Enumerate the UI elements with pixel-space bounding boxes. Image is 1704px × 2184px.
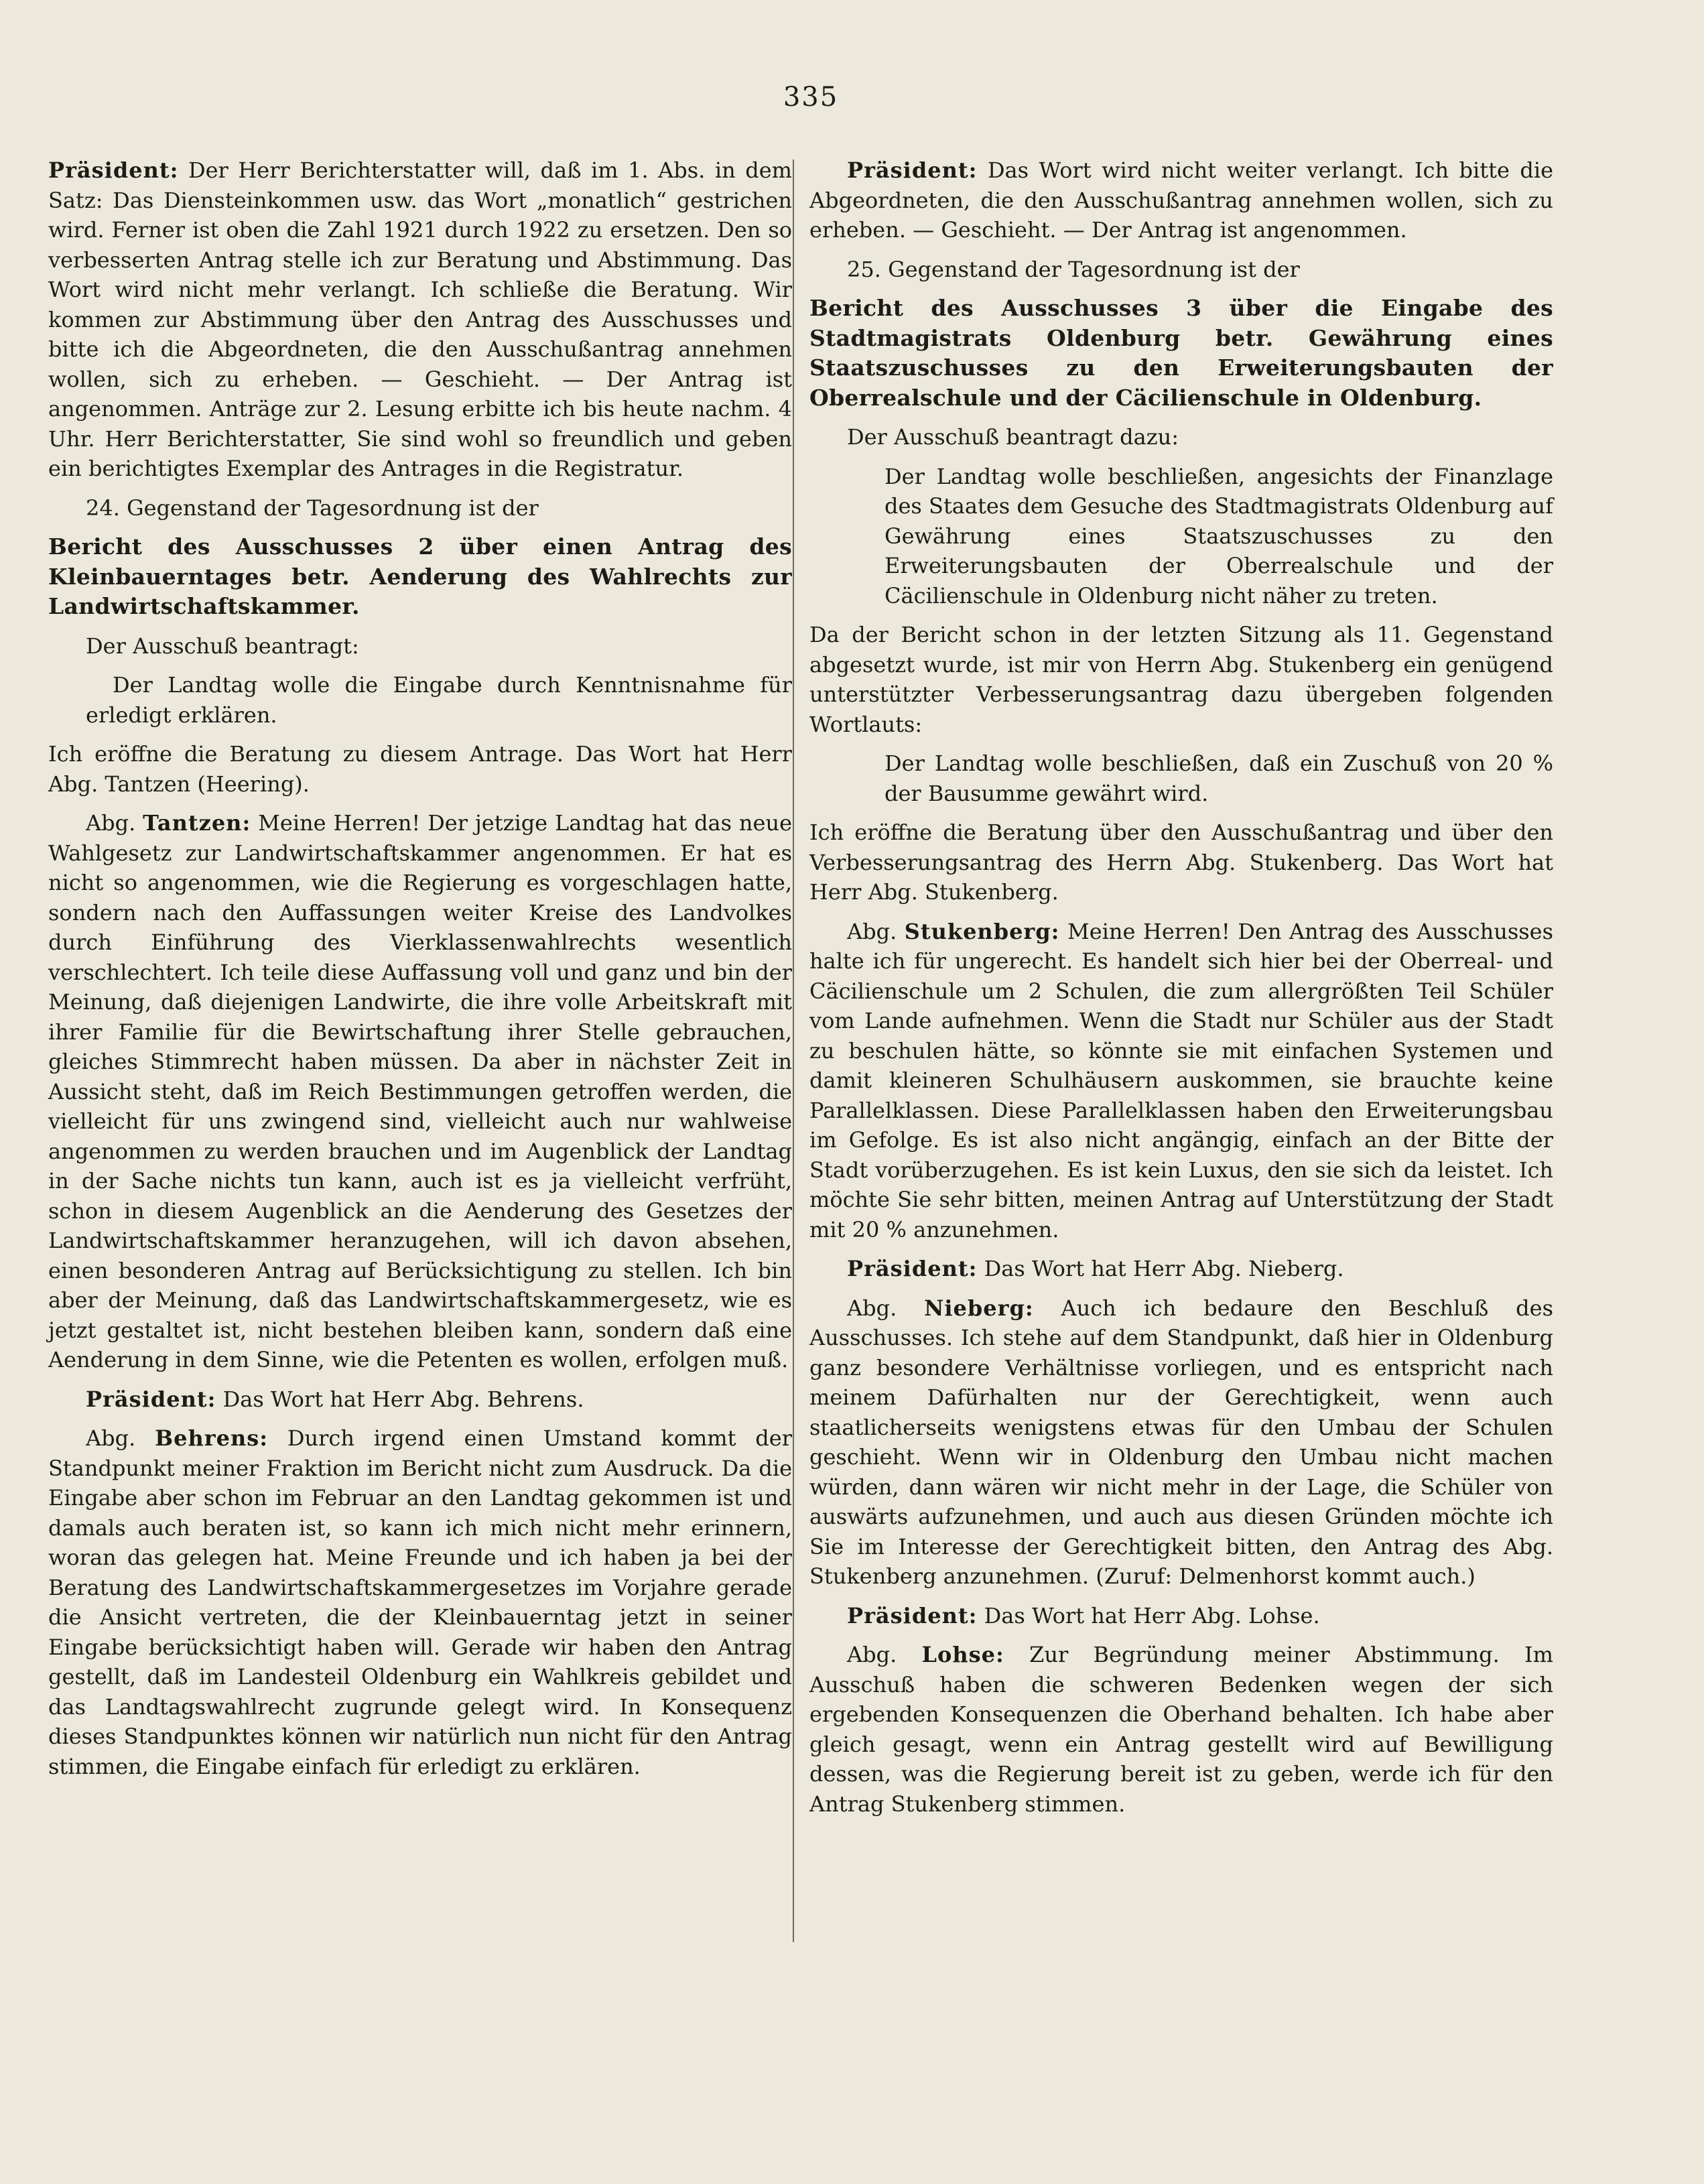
speaker-name: Präsident: — [847, 1602, 978, 1628]
paragraph — [809, 917, 1553, 1245]
paragraph-text: Das Wort hat Herr Abg. Lohse. — [984, 1602, 1320, 1628]
speaker-name: Präsident: — [86, 1386, 216, 1412]
speaker-name: Stukenberg: — [904, 918, 1060, 944]
paragraph: Der Ausschuß beantragt dazu: — [847, 424, 1179, 450]
paragraph — [48, 808, 792, 1375]
right-column — [809, 155, 1553, 1828]
speaker-name: Nieberg: — [924, 1295, 1034, 1321]
paragraph: Ich eröffne die Beratung über den Ausschußantrag und über den Verbesserungsantrag des Herrn Abg. Stukenberg. Das Wort hat Herr Abg. Stukenberg. — [809, 820, 1553, 905]
left-column — [48, 155, 792, 1791]
paragraph-text: Auch ich bedaure den Beschluß des Ausschusses. Ich stehe auf dem Standpunkt, daß hier in Oldenburg ganz besondere Verhältnisse vorliegen, und es entspricht nach meinem Dafürhalten nur der Gerechtigkeit, wenn auch staatlicherseits wenigstens etwas für den Umbau der Schulen geschieht. Wenn wir in Oldenburg den Umbau nicht machen würden, dann wären wir nicht mehr in der Lage, die Schüler von auswärts aufzunehmen, und auch aus diesen Gründen möchte ich Sie im Interesse der Gerechtigkeit bitten, den Antrag des Abg. Stukenberg anzunehmen. (Zuruf: Delmenhorst kommt auch.) — [809, 1295, 1554, 1589]
page-number: 335 — [783, 82, 839, 113]
speaker-name: Tantzen: — [143, 810, 251, 836]
paragraph-text: Der Herr Berichterstatter will, daß im 1. Abs. in dem Satz: Das Diensteinkommen usw. das Wort „monatlich“ gestrichen wird. Ferner ist oben die Zahl 1921 durch 1922 zu ersetzen. Den so verbesserten Antrag stelle ich zur Beratung und Abstimmung. Das Wort wird nicht mehr verlangt. Ich schließe die Beratung. Wir kommen zur Abstimmung über den Antrag des Ausschusses und bitte ich die Abgeordneten, die den Ausschußantrag annehmen wollen, sich zu erheben. — Geschieht. — Der Antrag ist angenommen. Anträge zur 2. Lesung erbitte ich bis heute nachm. 4 Uhr. Herr Berichterstatter, Sie sind wohl so freundlich und geben ein berichtigtes Exemplar des Antrages in die Registratur. — [48, 157, 793, 481]
paragraph: Der Ausschuß beantragt: — [86, 633, 359, 659]
speaker-prefix: Abg. — [847, 1642, 897, 1667]
speaker-prefix: Abg. — [847, 1295, 897, 1321]
column-divider — [793, 159, 794, 1942]
paragraph-text: Das Wort hat Herr Abg. Behrens. — [222, 1386, 584, 1412]
paragraph — [48, 1385, 792, 1415]
paragraph — [809, 1254, 1553, 1284]
paragraph-text: Das Wort wird nicht weiter verlangt. Ich bitte die Abgeordneten, die den Ausschußantrag annehmen wollen, sich zu erheben. — Geschieht. — Der Antrag ist angenommen. — [809, 157, 1554, 243]
paragraph — [48, 155, 792, 484]
motion-text: Der Landtag wolle beschließen, daß ein Zuschuß von 20 % der Bausumme gewährt wird. — [884, 751, 1553, 806]
paragraph: 25. Gegenstand der Tagesordnung ist der — [847, 256, 1300, 282]
paragraph — [809, 1601, 1553, 1631]
speaker-name: Präsident: — [847, 157, 978, 183]
paragraph-text: Zur Begründung meiner Abstimmung. Im Ausschuß haben die schweren Bedenken wegen der sich ergebenden Konsequenzen die Oberhand behalten. Ich habe aber gleich gesagt, wenn ein Antrag gestellt wird auf Bewilligung dessen, was die Regierung bereit ist zu geben, werde ich für den Antrag Stukenberg stimmen. — [809, 1642, 1554, 1817]
speaker-prefix: Abg. — [86, 1425, 136, 1451]
paragraph — [48, 1423, 792, 1781]
speaker-name: Behrens: — [155, 1425, 269, 1451]
speaker-prefix: Abg. — [847, 918, 897, 944]
agenda-heading: Bericht des Ausschusses 2 über einen Antrag des Kleinbauerntages betr. Aenderung des Wahlrechts zur Landwirtschaftskammer. — [48, 533, 792, 619]
agenda-heading: Bericht des Ausschusses 3 über die Eingabe des Stadtmagistrats Oldenburg betr. Gewährung eines Staatszuschusses zu den Erweiterungsbauten der Oberrealschule und der Cäcilienschule in Oldenburg. — [809, 295, 1553, 411]
paragraph: Ich eröffne die Beratung zu diesem Antrage. Das Wort hat Herr Abg. Tantzen (Heering). — [48, 741, 792, 797]
speaker-prefix: Abg. — [86, 810, 136, 836]
paragraph — [809, 155, 1553, 245]
paragraph-text: Meine Herren! Den Antrag des Ausschusses halte ich für ungerecht. Es handelt sich hier bei der Oberreal- und Cäcilienschule um 2 Schulen, die zum allergrößten Teil Schüler vom Lande aufnehmen. Wenn die Stadt nur Schüler aus der Stadt zu beschulen hätte, so könnte sie mit einfachen Systemen und damit kleineren Schulhäusern auskommen, sie brauchte keine Parallelklassen. Diese Parallelklassen haben den Erweiterungsbau im Gefolge. Es ist also nicht angängig, einfach an der Bitte der Stadt vorüberzugehen. Es ist kein Luxus, den sie sich da leistet. Ich möchte Sie sehr bitten, meinen Antrag auf Unterstützung der Stadt mit 20 % anzunehmen. — [809, 918, 1554, 1242]
paragraph-text: Das Wort hat Herr Abg. Nieberg. — [984, 1256, 1344, 1281]
motion-text: Der Landtag wolle beschließen, angesichts der Finanzlage des Staates dem Gesuche des Stadtmagistrats Oldenburg auf Gewährung eines Staatszuschusses zu den Erweiterungsbauten der Oberrealschule und der Cäcilienschule in Oldenburg nicht näher zu treten. — [884, 463, 1553, 608]
paragraph-text: Durch irgend einen Umstand kommt der Standpunkt meiner Fraktion im Bericht nicht zum Ausdruck. Da die Eingabe aber schon im Februar an den Landtag gekommen ist und damals auch beraten ist, so kann ich mich nicht mehr erinnern, woran das gelegen hat. Meine Freunde und ich haben ja bei der Beratung des Landwirtschaftskammergesetzes im Vorjahre gerade die Ansicht vertreten, die der Kleinbauerntag jetzt in seiner Eingabe berücksichtigt haben will. Gerade wir haben den Antrag gestellt, daß im Landesteil Oldenburg ein Wahlkreis gebildet und das Landtagswahlrecht zugrunde gelegt wird. In Konsequenz dieses Standpunktes können wir natürlich nun nicht für den Antrag stimmen, die Eingabe einfach für erledigt zu erklären. — [48, 1425, 793, 1779]
speaker-name: Präsident: — [48, 157, 179, 183]
paragraph — [809, 1293, 1553, 1592]
paragraph: Da der Bericht schon in der letzten Sitzung als 11. Gegenstand abgesetzt wurde, ist mir von Herrn Abg. Stukenberg ein genügend unterstützter Verbesserungsantrag dazu übergeben folgenden Wortlauts: — [809, 622, 1553, 737]
speaker-name: Lohse: — [921, 1642, 1004, 1667]
paragraph-text: Meine Herren! Der jetzige Landtag hat das neue Wahlgesetz zur Landwirtschaftskammer angenommen. Er hat es nicht so angenommen, wie die Regierung es vorgeschlagen hatte, sondern nach den Auffassungen weiter Kreise des Landvolkes durch Einführung des Vierklassenwahlrechts wesentlich verschlechtert. Ich teile diese Auffassung voll und ganz und bin der Meinung, daß diejenigen Landwirte, die ihre volle Arbeitskraft mit ihrer Familie für die Bewirtschaftung ihrer Stelle gebrauchen, gleiches Stimmrecht haben müssen. Da aber in nächster Zeit in Aussicht steht, daß im Reich Bestimmungen getroffen werden, die vielleicht für uns zwingend sind, vielleicht auch nur wahlweise angenommen zu werden brauchen und im Augenblick der Landtag in der Sache nichts tun kann, auch ist es ja vielleicht verfrüht, schon in diesem Augenblick an die Aenderung des Gesetzes der Landwirtschaftskammer heranzugehen, will ich davon absehen, einen besonderen Antrag auf Berücksichtigung zu stellen. Ich bin aber der Meinung, daß das Landwirtschaftskammergesetz, wie es jetzt gestaltet ist, nicht bestehen bleiben kann, sondern daß eine Aenderung in dem Sinne, wie die Petenten es wollen, erfolgen muß. — [48, 810, 793, 1372]
paragraph: 24. Gegenstand der Tagesordnung ist der — [86, 495, 539, 521]
motion-text: Der Landtag wolle die Eingabe durch Kenntnisnahme für erledigt erklären. — [86, 672, 792, 728]
speaker-name: Präsident: — [847, 1256, 978, 1281]
paragraph — [809, 1640, 1553, 1819]
